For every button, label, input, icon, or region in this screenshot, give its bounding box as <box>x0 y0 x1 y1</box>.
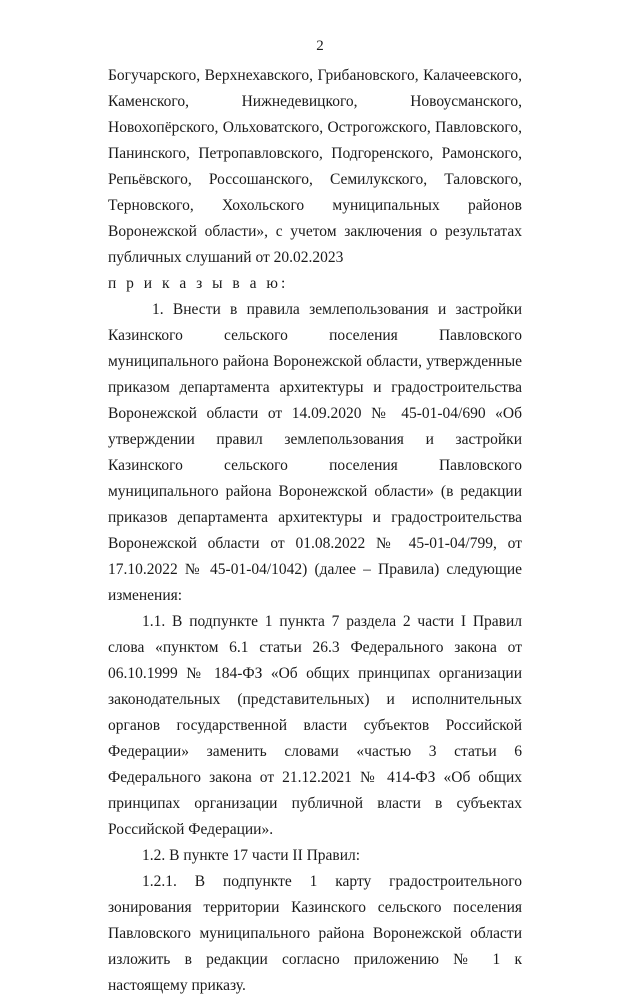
paragraph-order: п р и к а з ы в а ю: <box>108 275 289 292</box>
paragraph-item-1-2: 1.2. В пункте 17 части II Правил: <box>142 847 361 864</box>
paragraph-item-1-2-1: 1.2.1. В подпункте 1 карту градостроительного зонирования территории Казинского сельского поселения Павловского муниципального района Воронежской области изложить в редакции согласно приложению № 1 к настоящему приказу. <box>108 873 522 994</box>
page-number: 2 <box>316 38 324 54</box>
paragraph-item-1-1: 1.1. В подпункте 1 пункта 7 раздела 2 части I Правил слова «пунктом 6.1 статьи 26.3 Федерального закона от 06.10.1999 № 184-ФЗ «Об общих принципах организации законодательных (представительных) и исполнительных органов государственной власти субъектов Российской Федерации» заменить словами «частью 3 статьи 6 Федерального закона от 21.12.2021 № 414-ФЗ «Об общих принципах организации публичной власти в субъектах Российской Федерации». <box>108 613 522 838</box>
paragraph-intro: Богучарского, Верхнехавского, Грибановского, Калачеевского, Каменского, Нижнедевицкого, Новоусманского, Новохопёрского, Ольховатского, Острогожского, Павловского, Панинского, Петропавловского, Подгоренского, Рамонского, Репьёвского, Россошанского, Семилукского, Таловского, Терновского, Хохольского муниципальных районов Воронежской области», с учетом заключения о результатах публичных слушаний от 20.02.2023 <box>108 67 522 266</box>
paragraph-item-1: 1. Внести в правила землепользования и застройки Казинского сельского поселения Павловского муниципального района Воронежской области, утвержденные приказом департамента архитектуры и градостроительства Воронежской области от 14.09.2020 № 45-01-04/690 «Об утверждении правил землепользования и застройки Казинского сельского поселения Павловского муниципального района Воронежской области» (в редакции приказов департамента архитектуры и градостроительства Воронежской области от 01.08.2022 № 45-01-04/799, от 17.10.2022 № 45-01-04/1042) (далее – Правила) следующие изменения: <box>108 301 522 604</box>
document-body <box>108 63 522 999</box>
